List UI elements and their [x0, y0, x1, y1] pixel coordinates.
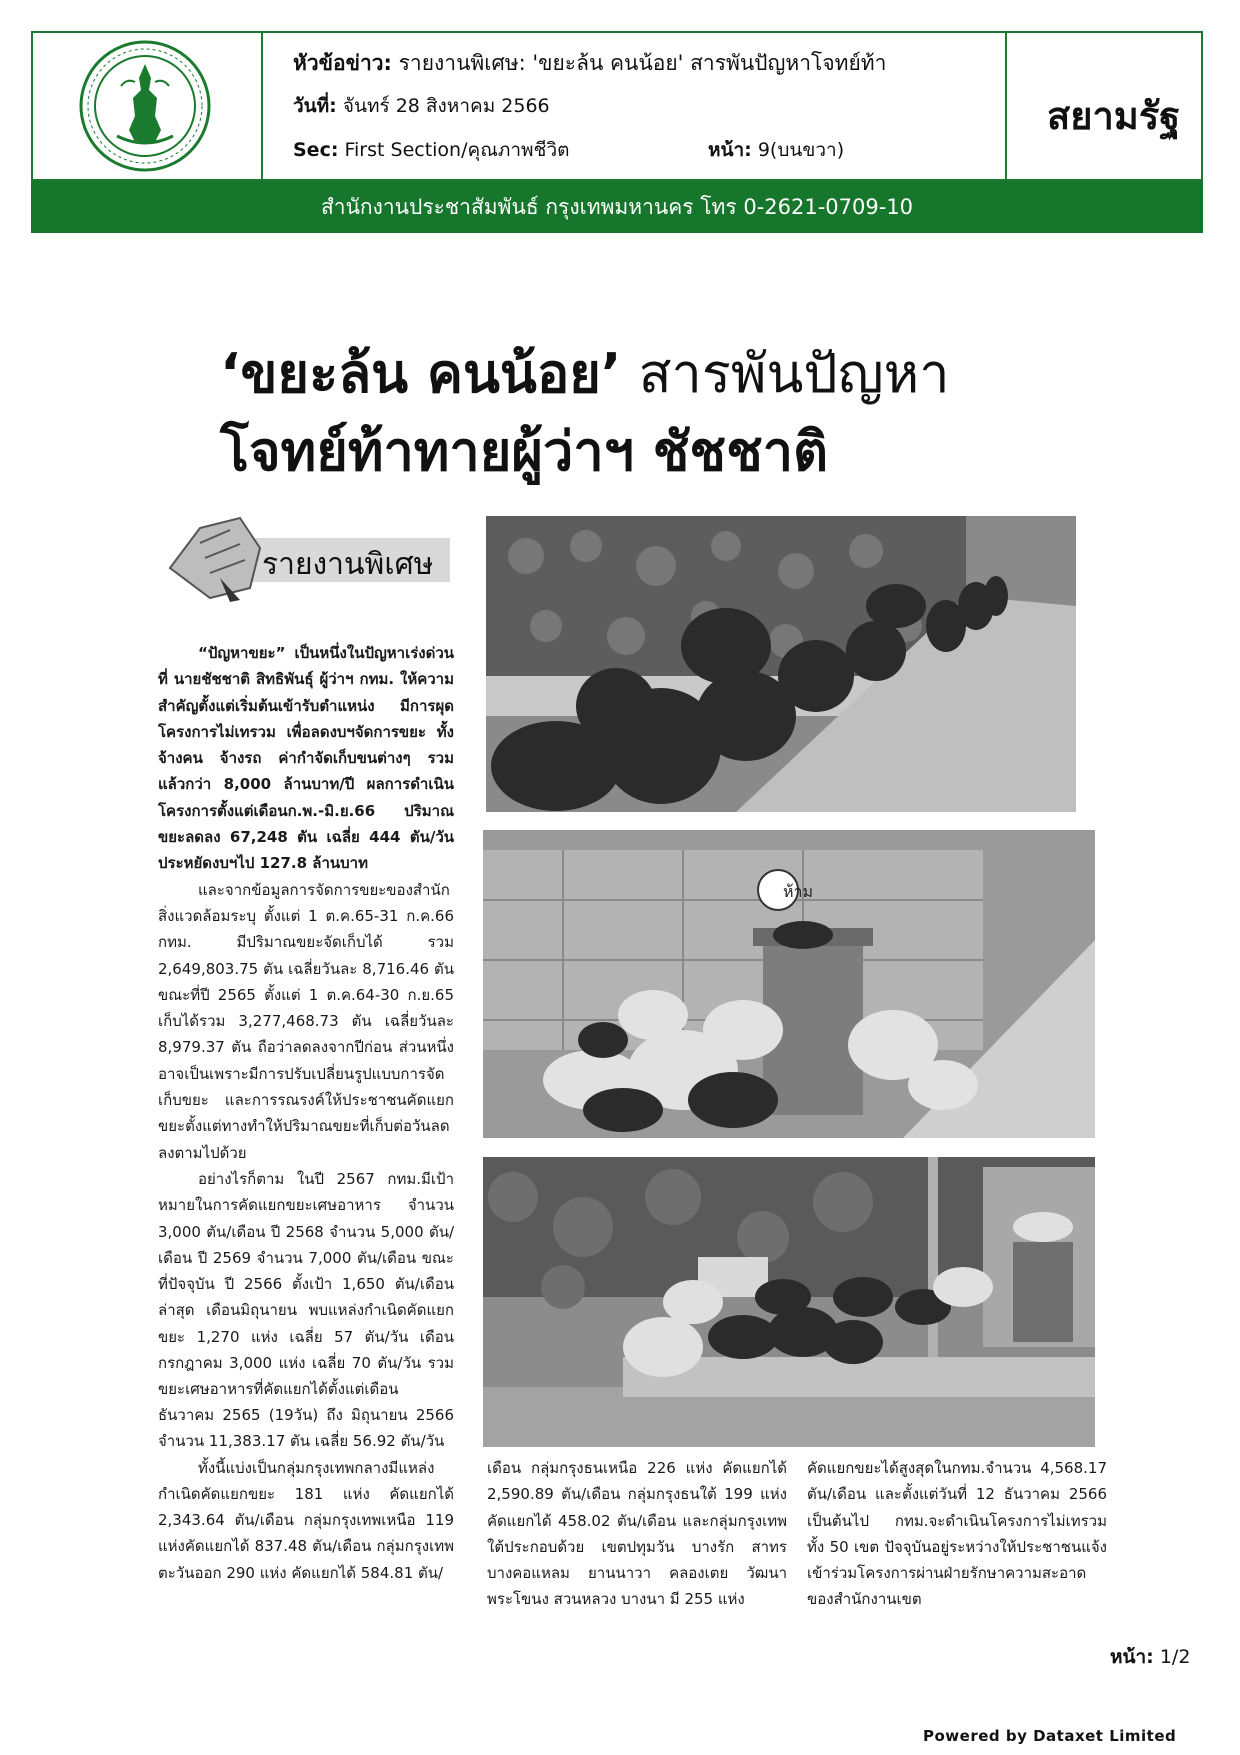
footer-page-value: 1/2: [1159, 1646, 1191, 1668]
footer-page-number: [1110, 1642, 1190, 1672]
paragraph-3-continued: ธันวาคม 2565 (19วัน) ถึง มิถุนายน 2566 จำนวน 11,383.17 ตัน เฉลี่ย 56.92 ตัน/วัน: [158, 1406, 454, 1451]
article-column-3: [807, 1455, 1107, 1613]
column-2-text: เดือน กลุ่มกรุงธนเหนือ 226 แห่ง คัดแยกได้ 2,590.89 ตัน/เดือน กลุ่มกรุงธนใต้ 199 แห่ง คัดแยกได้ 458.02 ตัน/เดือน และกลุ่มกรุงเทพใต้ประกอบด้วย เขตปทุมวัน บางรัก สาทร บางคอแหลม ยานนาวา คลองเตย วัฒนา พระโขนง สวนหลวง บางนา มี 255 แห่ง: [487, 1459, 787, 1609]
article-column-2: [487, 1455, 787, 1613]
article-headline: [220, 335, 1120, 491]
headline-label: หัวข้อข่าว:: [293, 51, 392, 75]
page-row: [708, 135, 844, 165]
badge-label: รายงานพิเศษ: [262, 547, 434, 582]
lead-paragraph: “ปัญหาขยะ” เป็นหนึ่งในปัญหาเร่งด่วนที่ นายชัชชาติ สิทธิพันธุ์ ผู้ว่าฯ กทม. ให้ความสำคัญตั้งแต่เริ่มต้นเข้ารับตำแหน่ง มีการผุดโครงการไม่เทรวม เพื่อลดงบฯจัดการขยะ ทั้งจ้างคน จ้างรถ ค่ากำจัดเก็บขนต่างๆ รวมแล้วกว่า 8,000 ล้านบาท/ปี ผลการดำเนินโครงการตั้งแต่เดือนก.พ.-มิ.ย.66 ปริมาณขยะลดลง 67,248 ตัน เฉลี่ย 444 ตัน/วัน ประหยัดงบฯไป 127.8 ล้านบาท: [158, 644, 454, 873]
sign-text: ห้าม: [783, 882, 814, 901]
info-cell: [263, 33, 1007, 179]
column-3-text: คัดแยกขยะได้สูงสุดในกทม.จำนวน 4,568.17 ตัน/เดือน และตั้งแต่วันที่ 12 ธันวาคม 2566 เป็นต้นไป กทม.จะดำเนินโครงการไม่เทรวม ทั้ง 50 เขต ปัจจุบันอยู่ระหว่างให้ประชาชนแจ้งเข้าร่วมโครงการผ่านฝ่ายรักษาความสะอาดของสำนักงานเขต: [807, 1459, 1107, 1609]
paragraph-4: ทั้งนี้แบ่งเป็นกลุ่มกรุงเทพกลางมีแหล่งกำเนิดคัดแยกขยะ 181 แห่ง คัดแยกได้ 2,343.64 ตัน/เดือน กลุ่มกรุงเทพเหนือ 119 แห่งคัดแยกได้ 837.48 ตัน/เดือน กลุ่มกรุงเทพตะวันออก 290 แห่ง คัดแยกได้ 584.81 ตัน/: [158, 1458, 454, 1582]
clipping-header: [31, 31, 1203, 181]
section-row: [293, 135, 569, 165]
photo-garbage-bags-sidewalk: [486, 516, 1076, 812]
bma-seal-logo: [77, 38, 213, 174]
headline-value: รายงานพิเศษ: 'ขยะล้น คนน้อย' สารพันปัญหาโจทย์ท้า: [398, 51, 887, 75]
section-label: Sec:: [293, 139, 339, 161]
logo-cell: [33, 33, 263, 179]
date-value: จันทร์ 28 สิงหาคม 2566: [342, 95, 550, 117]
headline-line-1: [220, 335, 1120, 413]
photo-overflowing-bin: [483, 830, 1095, 1138]
headline-rest: สารพันปัญหา: [621, 342, 950, 405]
date-row: [293, 91, 550, 121]
headline-row: [293, 47, 993, 80]
footer-page-label: หน้า:: [1110, 1646, 1154, 1668]
office-bar: สำนักงานประชาสัมพันธ์ กรุงเทพมหานคร โทร 0-2621-0709-10: [31, 181, 1203, 233]
article-column-1-continued: [158, 1402, 454, 1586]
date-label: วันที่:: [293, 95, 337, 117]
page-value: 9(บนขวา): [757, 139, 845, 161]
section-value: First Section/คุณภาพชีวิต: [344, 139, 570, 161]
paragraph-3: อย่างไรก็ตาม ในปี 2567 กทม.มีเป้าหมายในการคัดแยกขยะเศษอาหาร จำนวน 3,000 ตัน/เดือน ปี 2568 จำนวน 5,000 ตัน/เดือน ปี 2569 จำนวน 7,000 ตัน/เดือน ขณะที่ปัจจุบัน ปี 2566 ตั้งเป้า 1,650 ตัน/เดือน ล่าสุด เดือนมิถุนายน พบแหล่งกำเนิดคัดแยกขยะ 1,270 แห่ง เฉลี่ย 57 ตัน/วัน เดือนกรกฎาคม 3,000 แห่ง เฉลี่ย 70 ตัน/วัน รวมขยะเศษอาหารที่คัดแยกได้ตั้งแต่เดือน: [158, 1169, 454, 1399]
paragraph-2: และจากข้อมูลการจัดการขยะของสำนักสิ่งแวดล้อมระบุ ตั้งแต่ 1 ต.ค.65-31 ก.ค.66 กทม. มีปริมาณขยะจัดเก็บได้ รวม 2,649,803.75 ตัน เฉลี่ยวันละ 8,716.46 ตัน ขณะที่ปี 2565 ตั้งแต่ 1 ต.ค.64-30 ก.ย.65 เก็บได้รวม 3,277,468.73 ตัน เฉลี่ยวันละ 8,979.37 ตัน ถือว่าลดลงจากปีก่อน ส่วนหนึ่งอาจเป็นเพราะมีการปรับเปลี่ยนรูปแบบการจัดเก็บขยะ และการรณรงค์ให้ประชาชนคัดแยกขยะตั้งแต่ทางทำให้ปริมาณขยะที่เก็บต่อวันลดลงตามไปด้วย: [158, 880, 454, 1162]
page-label: หน้า:: [708, 139, 752, 161]
headline-emphasis: ‘ขยะล้น คนน้อย’: [220, 342, 622, 405]
powered-by: Powered by Dataxet Limited: [923, 1727, 1177, 1745]
publication-name: สยามรัฐ: [1047, 94, 1181, 138]
article-column-1: [158, 640, 454, 1403]
photo-bags-on-curb: [483, 1157, 1095, 1447]
publication-cell: [1007, 33, 1201, 179]
headline-line-2: โจทย์ท้าทายผู้ว่าฯ ชัชชาติ: [220, 420, 829, 483]
